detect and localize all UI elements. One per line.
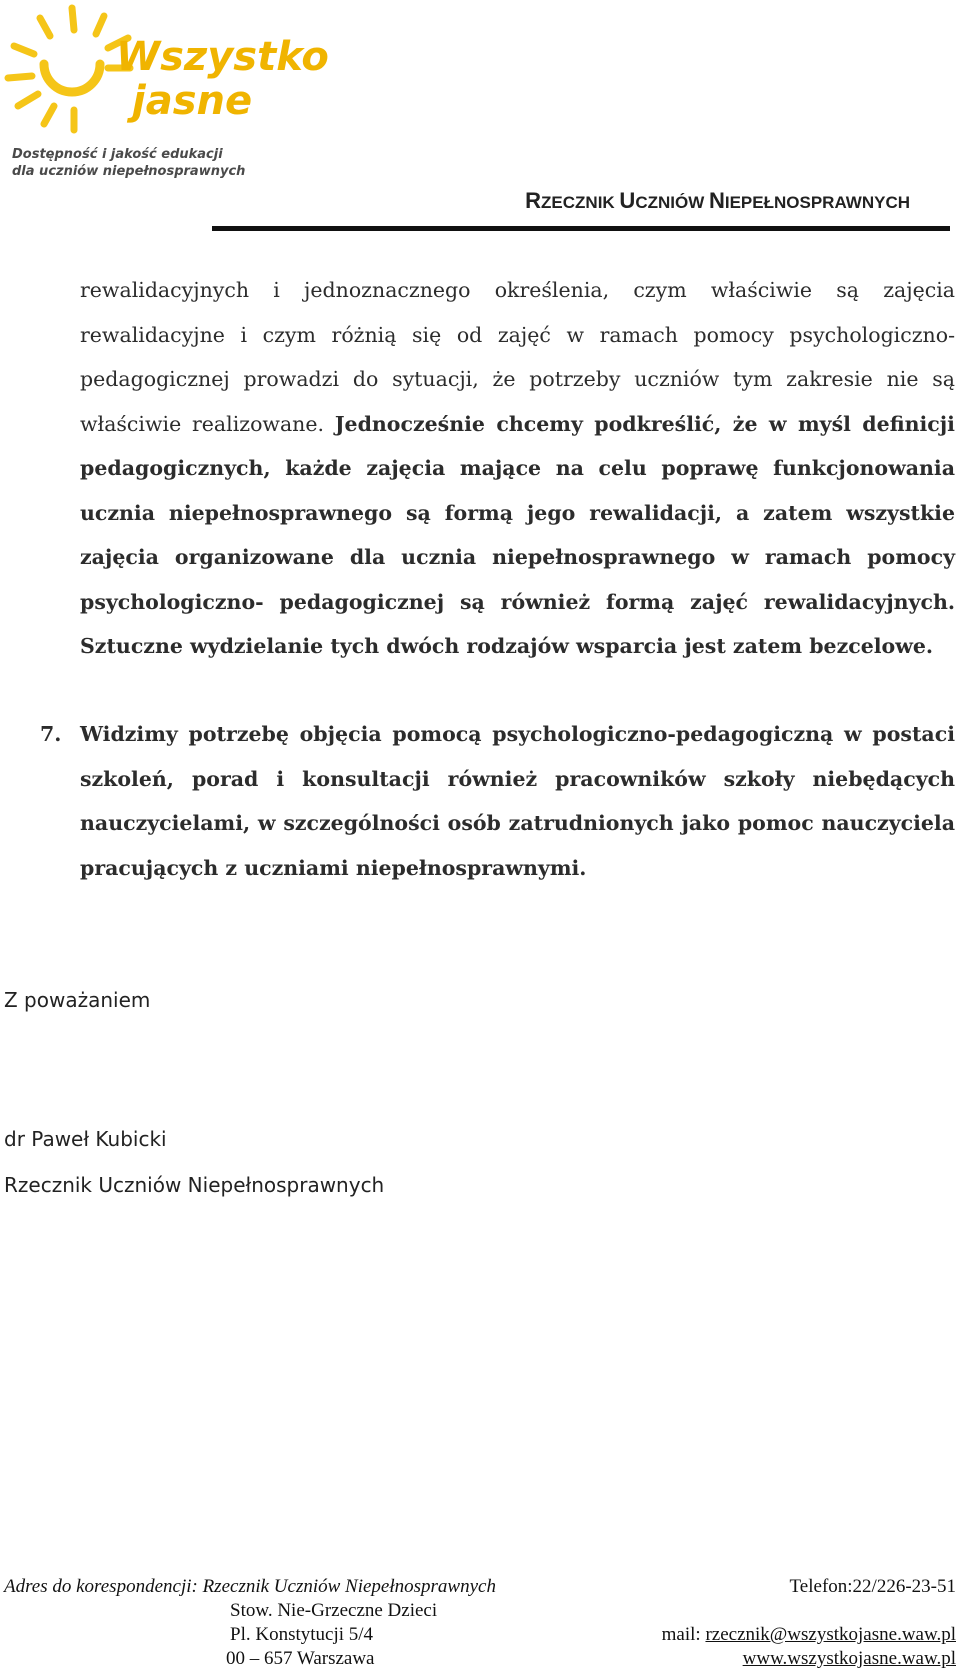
logo-tagline-line2: dla uczniów niepełnosprawnych [12, 164, 246, 179]
footer-website-line [743, 1648, 956, 1670]
paragraph-normal-text: rewalidacyjnych i jednoznacznego określenia, czym właściwie są zajęcia rewalidacyjne i czym różnią się od zajęć w ramach pomocy psychologiczno-pedagogicznej prowadzi do sytuacji, że potrzeby uczniów tym zakresie nie są właściwie realizowane. [80, 278, 955, 436]
footer-email-label: mail: [661, 1624, 706, 1645]
header-initial-u: U [619, 188, 636, 213]
header-word-rzecznik: ZECZNIK [541, 193, 620, 212]
list-item-text: Widzimy potrzebę objęcia pomocą psychologiczno-pedagogiczną w postaci szkoleń, porad i konsultacji również pracowników szkoły niebędących nauczycielami, w szczególności osób zatrudnionych jako pomoc nauczyciela pracujących z uczniami niepełnosprawnymi. [80, 722, 955, 880]
footer-organization: Stow. Nie-Grzeczne Dzieci [230, 1600, 438, 1621]
footer-email-link[interactable]: rzecznik@wszystkojasne.waw.pl [705, 1624, 956, 1645]
footer-address-label: Adres do korespondencji: Rzecznik Uczniów Niepełnosprawnych [4, 1576, 496, 1597]
footer-city: 00 – 657 Warszawa [226, 1648, 375, 1669]
wszystko-jasne-logo [4, 2, 334, 182]
logo-brand-line2: jasne [132, 78, 253, 124]
footer-street: Pl. Konstytucji 5/4 [230, 1624, 374, 1645]
header-word-niepelnosprawnych: IEPEŁNOSPRAWNYCH [724, 193, 910, 212]
footer-website-link[interactable]: www.wszystkojasne.waw.pl [742, 1648, 956, 1669]
closing-salutation: Z poważaniem [4, 988, 151, 1012]
header-initial-n: N [708, 188, 725, 213]
logo-tagline-line1: Dostępność i jakość edukacji [12, 147, 223, 162]
sun-icon [8, 8, 130, 130]
footer-email-line [662, 1624, 956, 1646]
logo-brand-line1: Wszystko [116, 34, 329, 80]
paragraph-rewalidacja [80, 268, 955, 669]
header-initial-r: R [525, 188, 542, 213]
header-divider [212, 226, 950, 231]
list-item-number: 7. [40, 722, 62, 746]
signatory-role: Rzecznik Uczniów Niepełnosprawnych [4, 1173, 385, 1197]
signatory-name: dr Paweł Kubicki [4, 1127, 167, 1151]
footer-phone: Telefon:22/226-23-51 [789, 1576, 956, 1597]
paragraph-bold-text: Jednocześnie chcemy podkreślić, że w myśl definicji pedagogicznych, każde zajęcia mające na celu poprawę funkcjonowania ucznia niepełnosprawnego są formą jego rewalidacji, a zatem wszystkie zajęcia organizowane dla ucznia niepełnosprawnego w ramach pomocy psychologiczno- pedagogicznej są również formą zajęć rewalidacyjnych. Sztuczne wydzielanie tych dwóch rodzajów wsparcia jest zatem bezcelowe. [80, 411, 955, 658]
header-word-uczniow: CZNIÓW [635, 193, 709, 212]
list-item-7 [40, 712, 955, 890]
page-header-title [525, 188, 910, 214]
page-footer [0, 1576, 960, 1676]
